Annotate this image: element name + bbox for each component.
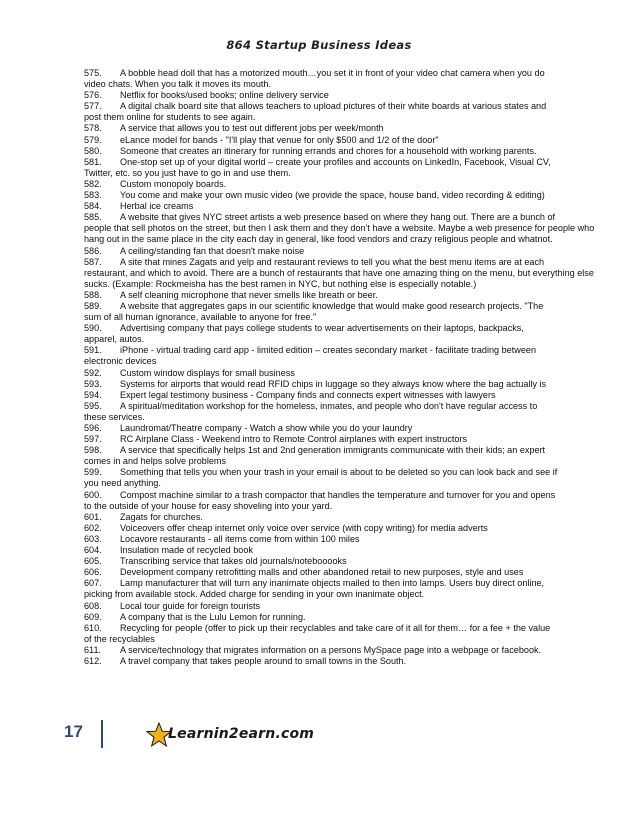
item-text: Compost machine similar to a trash compactor that handles the temperature and turnover for you and opens xyxy=(120,489,556,500)
item-number: 583. xyxy=(84,190,102,201)
list-item xyxy=(84,523,604,534)
list-item xyxy=(84,656,604,667)
item-text: Systems for airports that would read RFID chips in luggage so they always know where the bag actually is xyxy=(120,378,547,389)
item-text: Insulation made of recycled book xyxy=(120,545,253,556)
item-number: 592. xyxy=(84,367,102,378)
item-text: Expert legal testimony business - Company finds and connects expert witnesses with lawyers xyxy=(120,389,496,400)
item-number: 596. xyxy=(84,423,102,433)
item-text: You come and make your own music video (we provide the space, house band, video recording & editing) xyxy=(120,190,545,201)
list-item xyxy=(84,401,604,423)
list-item xyxy=(84,423,604,434)
item-continuation: sum of all human ignorance, available to anyone for free." xyxy=(84,312,317,323)
item-text: Something that tells you when your trash in your email is about to be deleted so you can look back and see if xyxy=(120,467,558,478)
item-number: 584. xyxy=(84,201,102,212)
item-number: 588. xyxy=(84,289,102,300)
list-item xyxy=(84,101,604,123)
item-number: 605. xyxy=(84,556,102,567)
item-continuation: of the recyclables xyxy=(84,633,155,644)
item-text: A website that aggregates gaps in our scientific knowledge that would make good research projects. "The xyxy=(120,300,544,311)
list-item xyxy=(84,390,604,401)
item-number: 582. xyxy=(84,178,102,189)
item-number: 587. xyxy=(84,256,102,267)
page-number: 17 xyxy=(64,722,83,741)
list-item xyxy=(84,323,604,345)
page-footer xyxy=(48,720,608,750)
list-item xyxy=(84,545,604,556)
item-text: eLance model for bands - "I'll play that venue for only $500 and 1/2 of the door" xyxy=(120,134,439,145)
list-item xyxy=(84,601,604,612)
item-number: 603. xyxy=(84,533,102,544)
item-continuation: people that sell photos on the street, but then I ask them and they don't have a website. Maybe a web presence for people who hang out in the same place in the city each day in general, like food vendors and crazy religious people and whatnot. xyxy=(84,223,595,245)
item-number: 593. xyxy=(84,378,102,389)
list-item xyxy=(84,556,604,567)
item-number: 604. xyxy=(84,545,102,556)
list-item xyxy=(84,146,604,157)
item-text: Lamp manufacturer that will turn any inanimate objects mailed to then into lamps. Users buy direct online, xyxy=(120,578,545,589)
item-text: Herbal ice creams xyxy=(120,201,194,212)
item-continuation: to the outside of your house for easy shoveling into your yard. xyxy=(84,500,333,511)
item-number: 606. xyxy=(84,567,102,578)
list-item xyxy=(84,512,604,523)
item-continuation: picking from available stock. Added charge for sending in your own inanimate object. xyxy=(84,589,425,600)
item-continuation: you need anything. xyxy=(84,478,161,489)
list-item xyxy=(84,445,604,467)
item-text: A company that is the Lulu Lemon for running. xyxy=(120,611,306,622)
item-number: 607. xyxy=(84,578,102,589)
item-number: 579. xyxy=(84,134,102,145)
list-item xyxy=(84,345,604,367)
item-number: 602. xyxy=(84,522,102,533)
item-text: Custom window displays for small business xyxy=(120,367,295,378)
item-number: 595. xyxy=(84,400,102,411)
item-number: 598. xyxy=(84,445,102,456)
list-item xyxy=(84,179,604,190)
item-text: A service/technology that migrates information on a persons MySpace page into a webpage or facebook. xyxy=(120,644,542,655)
item-text: A service that specifically helps 1st and 2nd generation immigrants communicate with their kids; an expert xyxy=(120,445,546,456)
list-item xyxy=(84,190,604,201)
item-text: A digital chalk board site that allows teachers to upload pictures of their white boards at various states and xyxy=(120,101,547,112)
item-text: Advertising company that pays college students to wear advertisements on their laptops, backpacks, xyxy=(120,323,524,334)
list-item xyxy=(84,467,604,489)
list-item xyxy=(84,290,604,301)
list-item xyxy=(84,623,604,645)
item-text: Zagats for churches. xyxy=(120,511,203,522)
list-item xyxy=(84,490,604,512)
item-continuation: these services. xyxy=(84,411,145,422)
item-number: 586. xyxy=(84,245,102,256)
item-text: Recycling for people (offer to pick up their recyclables and take care of it all for them… for a fee + the value xyxy=(120,622,551,633)
list-item xyxy=(84,534,604,545)
item-number: 610. xyxy=(84,622,102,633)
list-item xyxy=(84,257,604,290)
list-item xyxy=(84,567,604,578)
item-text: A ceiling/standing fan that doesn't make noise xyxy=(120,245,305,256)
item-text: Transcribing service that takes old journals/notebooooks xyxy=(120,556,347,567)
item-continuation: comes in and helps solve problems xyxy=(84,456,227,467)
item-number: 600. xyxy=(84,489,102,500)
list-item xyxy=(84,157,604,179)
item-text: iPhone - virtual trading card app - limited edition – creates secondary market - facilitate trading between xyxy=(120,345,536,356)
list-item xyxy=(84,301,604,323)
item-number: 578. xyxy=(84,123,102,134)
item-number: 599. xyxy=(84,467,102,478)
footer-divider xyxy=(101,720,103,748)
item-continuation: electronic devices xyxy=(84,356,157,367)
list-item xyxy=(84,368,604,379)
item-text: Development company retrofitting malls and other abandoned retail to new purposes, style and uses xyxy=(120,567,524,578)
item-number: 591. xyxy=(84,345,102,356)
item-number: 590. xyxy=(84,323,102,334)
item-text: One-stop set up of your digital world – create your profiles and accounts on LinkedIn, Facebook, Visual CV, xyxy=(120,156,551,167)
item-text: Netflix for books/used books; online delivery service xyxy=(120,90,329,101)
item-text: Locavore restaurants - all items come from within 100 miles xyxy=(120,533,360,544)
item-text: Voiceovers offer cheap internet only voice over service (with copy writing) for media adverts xyxy=(120,522,488,533)
item-continuation: apparel, autos. xyxy=(84,334,145,345)
item-number: 611. xyxy=(84,644,102,655)
logo-text: Learnin2earn.com xyxy=(168,726,315,742)
item-number: 608. xyxy=(84,600,102,611)
item-continuation: Twitter, etc. so you just have to go in and use them. xyxy=(84,167,291,178)
list-item xyxy=(84,90,604,101)
list-item xyxy=(84,68,604,90)
item-number: 575. xyxy=(84,68,102,78)
item-number: 601. xyxy=(84,511,102,522)
item-continuation: video chats. When you talk it moves its mouth. xyxy=(84,79,272,90)
item-number: 612. xyxy=(84,655,102,666)
item-number: 594. xyxy=(84,389,102,400)
item-continuation: post them online for students to see again. xyxy=(84,112,256,123)
idea-list xyxy=(84,68,604,667)
item-continuation: restaurant, and which to avoid. There are a bunch of restaurants that have one amazing thing on the menu, but everything else sucks. (Example: Rockmeisha has the best ramen in NYC, but nothing else is especially notable.) xyxy=(84,267,594,289)
item-text: A self cleaning microphone that never smells like breath or beer. xyxy=(120,289,378,300)
item-text: A spiritual/meditation workshop for the homeless, inmates, and people who don't have regular access to xyxy=(120,400,538,411)
item-number: 577. xyxy=(84,101,102,112)
item-text: A website that gives NYC street artists a web presence based on where they hang out. There are a bunch of xyxy=(120,212,556,223)
item-text: A site that mines Zagats and yelp and restaurant reviews to tell you what the best menu items are at each xyxy=(120,256,545,267)
item-number: 580. xyxy=(84,145,102,156)
item-text: Someone that creates an itinerary for running errands and chores for a household with working parents. xyxy=(120,145,537,156)
item-number: 581. xyxy=(84,156,102,167)
list-item xyxy=(84,578,604,600)
site-logo xyxy=(146,722,346,748)
item-number: 576. xyxy=(84,90,102,101)
item-number: 589. xyxy=(84,300,102,311)
list-item xyxy=(84,246,604,257)
list-item xyxy=(84,612,604,623)
item-text: Local tour guide for foreign tourists xyxy=(120,600,261,611)
list-item xyxy=(84,434,604,445)
item-text: Laundromat/Theatre company - Watch a show while you do your laundry xyxy=(120,423,413,433)
item-text: A bobble head doll that has a motorized mouth…you set it in front of your video chat camera when you do xyxy=(120,68,545,78)
list-item xyxy=(84,645,604,656)
page-title: 864 Startup Business Ideas xyxy=(226,38,412,52)
item-text: RC Airplane Class - Weekend intro to Remote Control airplanes with expert instructors xyxy=(120,434,468,445)
item-number: 609. xyxy=(84,611,102,622)
list-item xyxy=(84,135,604,146)
list-item xyxy=(84,123,604,134)
item-text: Custom monopoly boards. xyxy=(120,178,227,189)
list-item xyxy=(84,212,604,245)
list-item xyxy=(84,379,604,390)
item-text: A travel company that takes people around to small towns in the South. xyxy=(120,655,407,666)
item-text: A service that allows you to test out different jobs per week/month xyxy=(120,123,384,134)
item-number: 585. xyxy=(84,212,102,223)
item-number: 597. xyxy=(84,434,102,445)
list-item xyxy=(84,201,604,212)
